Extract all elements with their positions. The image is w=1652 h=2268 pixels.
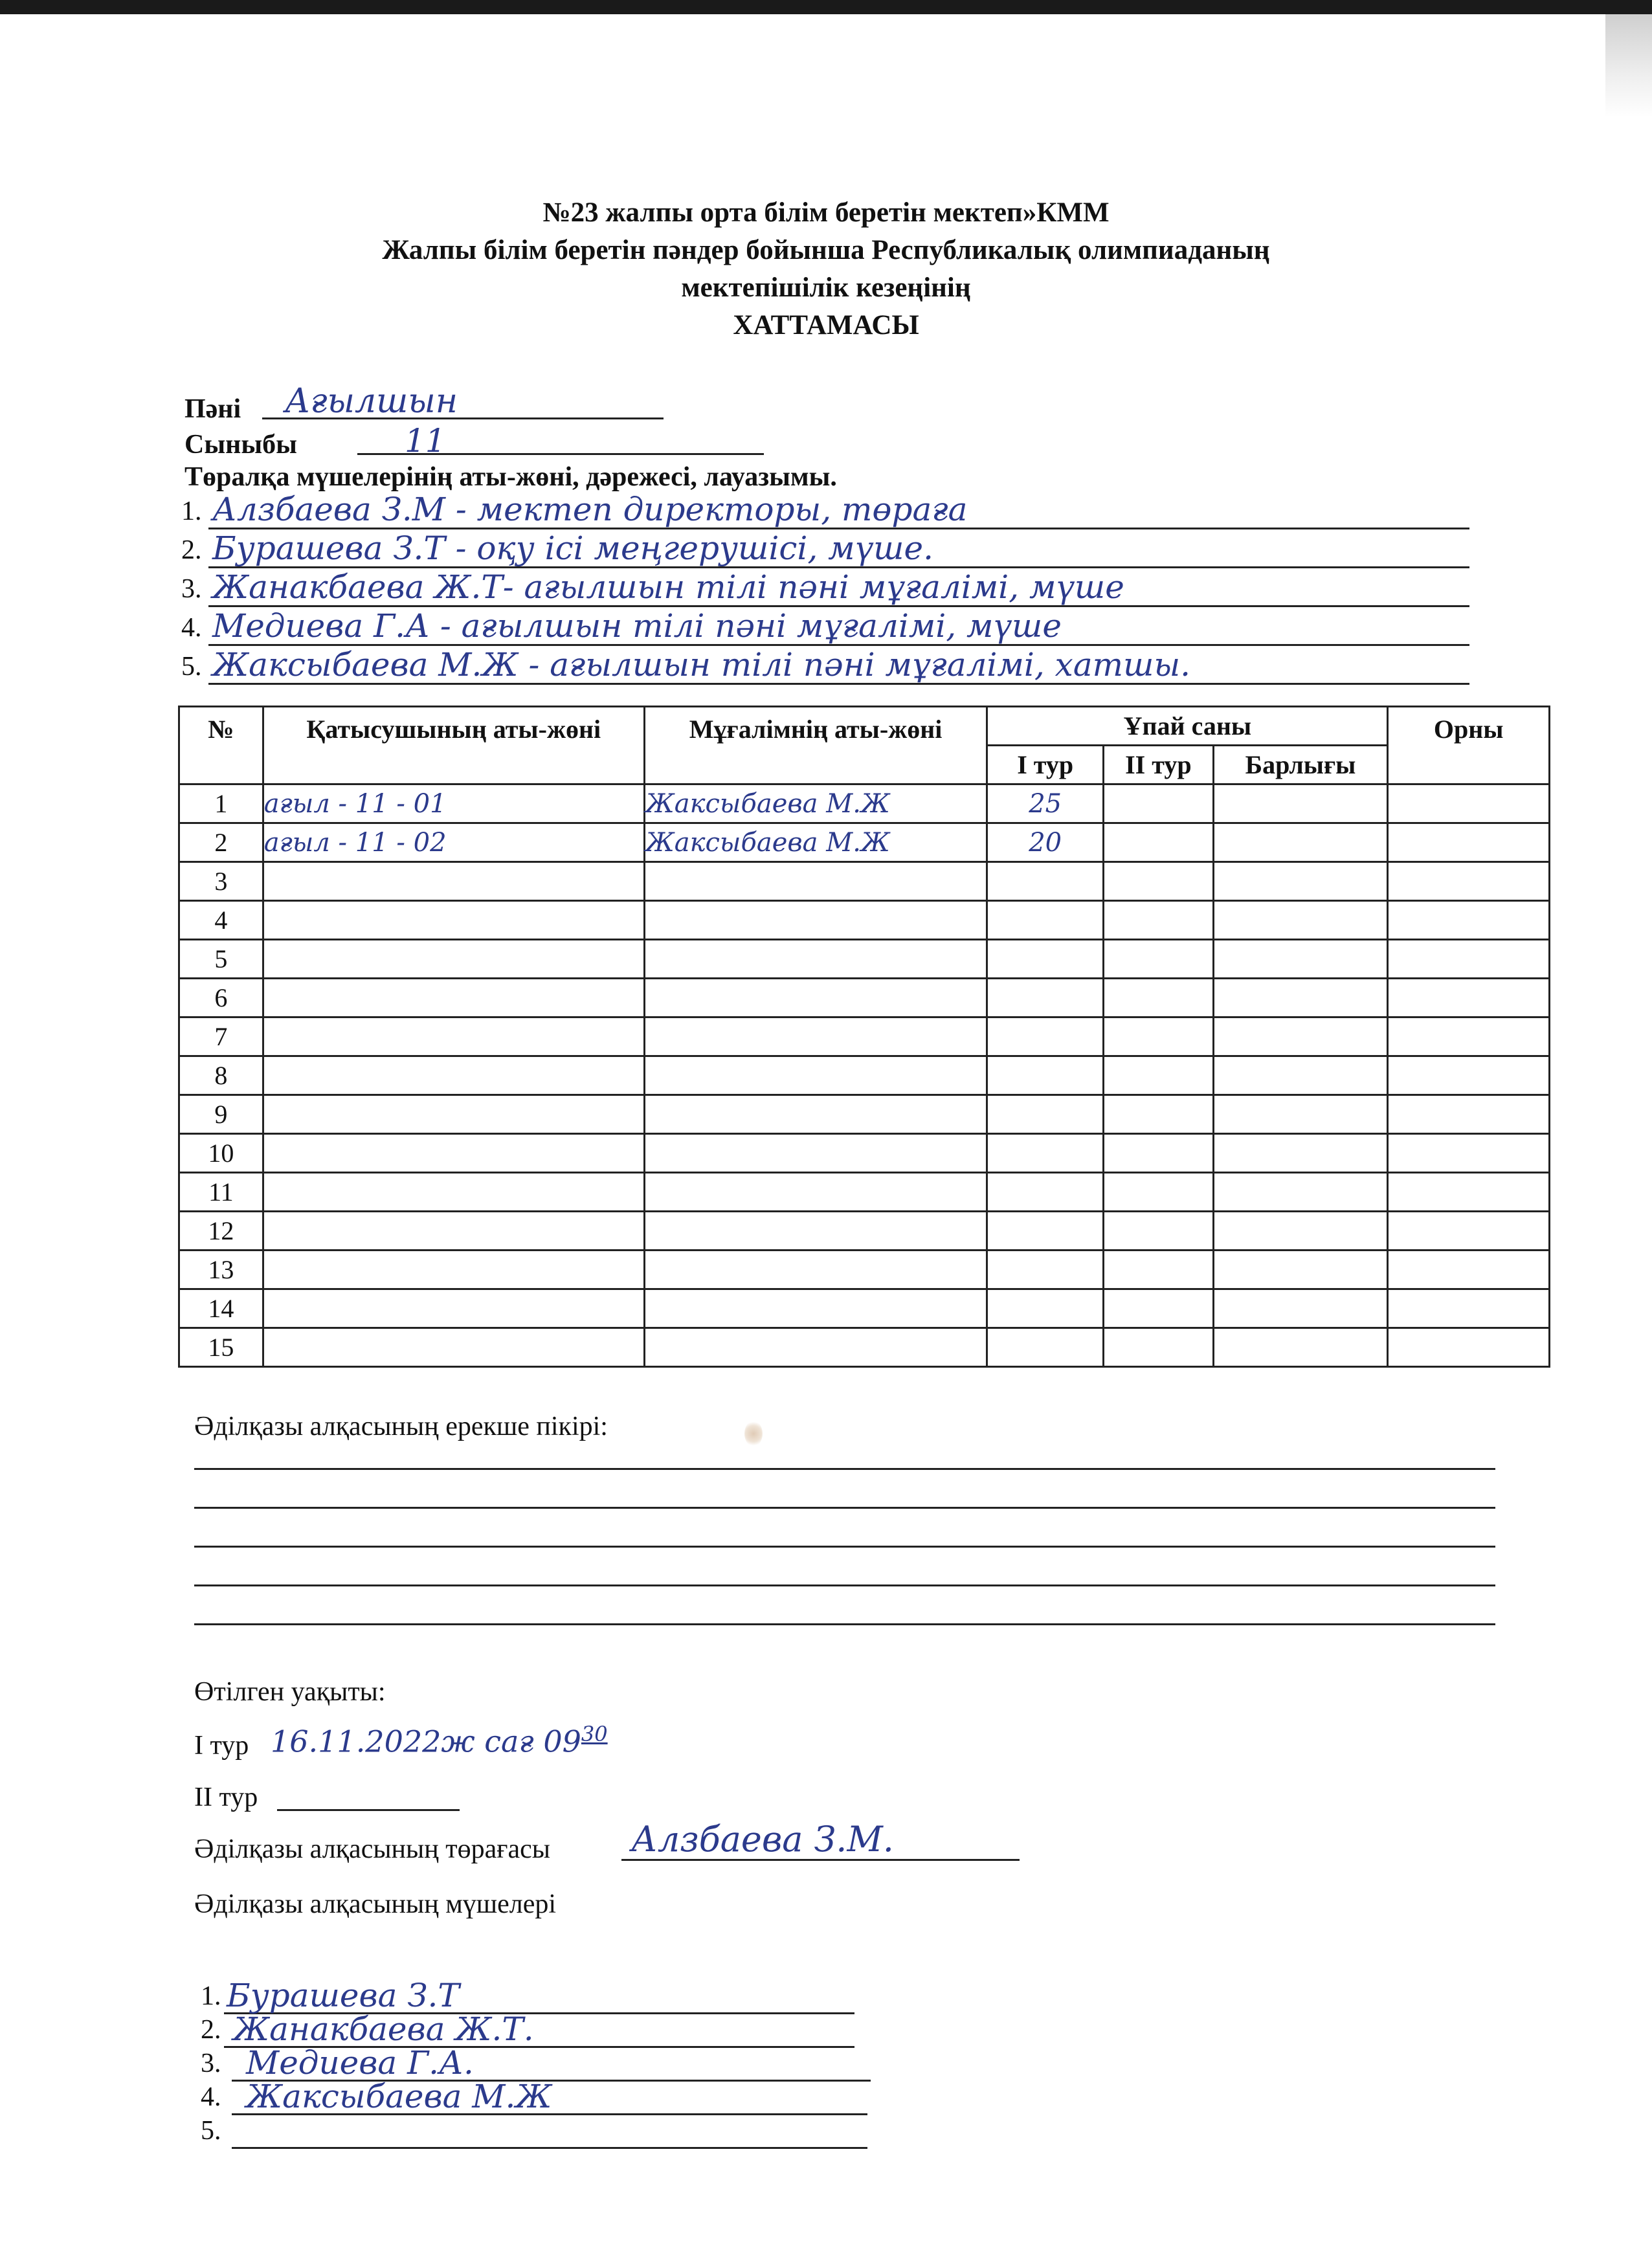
jury-number: 1. xyxy=(181,496,202,526)
chair-value[interactable]: Алзбаева З.М. xyxy=(631,1819,894,1860)
tour2-underline[interactable] xyxy=(277,1809,460,1811)
tour1-score-cell[interactable]: 25 xyxy=(987,784,1104,823)
table-row xyxy=(179,1095,1550,1134)
row-number: 7 xyxy=(179,1017,263,1056)
total-score-cell[interactable] xyxy=(1213,979,1388,1017)
place-cell[interactable] xyxy=(1388,784,1550,823)
row-number: 6 xyxy=(179,979,263,1017)
participant-cell[interactable] xyxy=(263,1289,644,1328)
tour2-score-cell[interactable] xyxy=(1104,862,1214,901)
participant-cell[interactable]: ағыл - 11 - 01 xyxy=(263,784,644,823)
col-header-tour1: І тур xyxy=(987,746,1104,784)
col-header-teacher: Мұғалімнің аты-жөні xyxy=(644,707,987,784)
teacher-cell[interactable] xyxy=(644,1212,987,1251)
participant-cell[interactable] xyxy=(263,1328,644,1367)
participant-cell[interactable] xyxy=(263,1173,644,1212)
col-header-place: Орны xyxy=(1388,707,1550,784)
total-score-cell[interactable] xyxy=(1213,1017,1388,1056)
row-number: 1 xyxy=(179,784,263,823)
total-score-cell[interactable] xyxy=(1213,862,1388,901)
jury-line-4[interactable] xyxy=(181,608,1469,646)
tour2-score-cell[interactable] xyxy=(1104,1289,1214,1328)
member-underline xyxy=(232,2147,867,2149)
col-header-num: № xyxy=(179,707,263,784)
place-cell[interactable] xyxy=(1388,1095,1550,1134)
jury-number: 3. xyxy=(181,574,202,604)
total-score-cell[interactable] xyxy=(1213,1134,1388,1173)
table-row xyxy=(179,1251,1550,1289)
tour2-score-cell[interactable] xyxy=(1104,823,1214,862)
results-body xyxy=(179,784,1550,1367)
jury-text: Алзбаева З.М - мектеп директоры, төраға xyxy=(212,491,968,528)
scan-fold-shadow xyxy=(1605,14,1652,118)
participant-cell[interactable] xyxy=(263,979,644,1017)
jury-number: 4. xyxy=(181,613,202,643)
table-row xyxy=(179,979,1550,1017)
col-header-total: Барлығы xyxy=(1213,746,1388,784)
tour2-score-cell[interactable] xyxy=(1104,1134,1214,1173)
place-cell[interactable] xyxy=(1388,1056,1550,1095)
table-row xyxy=(179,823,1550,862)
place-cell[interactable] xyxy=(1388,1134,1550,1173)
teacher-cell[interactable]: Жаксыбаева М.Ж xyxy=(644,784,987,823)
tour2-score-cell[interactable] xyxy=(1104,1095,1214,1134)
participant-cell[interactable] xyxy=(263,1251,644,1289)
row-number: 4 xyxy=(179,901,263,940)
place-cell[interactable] xyxy=(1388,1173,1550,1212)
participant-cell[interactable] xyxy=(263,901,644,940)
jury-line-2[interactable] xyxy=(181,531,1469,568)
teacher-cell[interactable] xyxy=(644,979,987,1017)
paper-stain xyxy=(744,1421,763,1447)
tour1-value[interactable] xyxy=(271,1722,608,1759)
jury-text: Медиева Г.А - ағылшын тілі пәні мұғалімі, мүше xyxy=(212,607,1062,645)
place-cell[interactable] xyxy=(1388,1289,1550,1328)
tour1-date-time: 16.11.2022ж сағ 09 xyxy=(271,1724,581,1759)
tour1-score-cell[interactable] xyxy=(987,1212,1104,1251)
opinion-line-1[interactable] xyxy=(194,1468,1495,1470)
member-name: Жанакбаева Ж.Т. xyxy=(233,2010,534,2048)
school-name: №23 жалпы орта білім беретін мектеп»КММ xyxy=(542,197,1110,228)
tour1-score-cell[interactable] xyxy=(987,1056,1104,1095)
member-number: 5. xyxy=(201,2116,221,2146)
table-row xyxy=(179,901,1550,940)
place-cell[interactable] xyxy=(1388,940,1550,979)
member-number: 2. xyxy=(201,2015,221,2045)
table-row xyxy=(179,940,1550,979)
table-row xyxy=(179,1212,1550,1251)
col-header-tour2: ІІ тур xyxy=(1104,746,1214,784)
tour1-score-cell[interactable] xyxy=(987,901,1104,940)
tour2-label: ІІ тур xyxy=(194,1783,258,1812)
member-line-1[interactable] xyxy=(201,1977,854,2014)
tour2-score-cell[interactable] xyxy=(1104,979,1214,1017)
tour1-score-cell[interactable] xyxy=(987,1328,1104,1367)
tour2-score-cell[interactable] xyxy=(1104,1212,1214,1251)
member-number: 4. xyxy=(201,2082,221,2112)
place-cell[interactable] xyxy=(1388,823,1550,862)
teacher-cell[interactable] xyxy=(644,940,987,979)
participant-cell[interactable] xyxy=(263,1095,644,1134)
member-line-5[interactable] xyxy=(201,2115,867,2149)
place-cell[interactable] xyxy=(1388,979,1550,1017)
tour1-score-cell[interactable] xyxy=(987,979,1104,1017)
row-number: 5 xyxy=(179,940,263,979)
teacher-cell[interactable] xyxy=(644,1095,987,1134)
chair-label: Әділқазы алқасының төрағасы xyxy=(194,1834,550,1864)
total-score-cell[interactable] xyxy=(1213,1251,1388,1289)
teacher-cell[interactable] xyxy=(644,1328,987,1367)
subject-label: Пәні xyxy=(184,394,241,424)
row-number: 10 xyxy=(179,1134,263,1173)
member-name: Бурашева З.Т xyxy=(227,1977,460,2014)
jury-text: Жаксыбаева М.Ж - ағылшын тілі пәні мұғалімі, хатшы. xyxy=(212,646,1191,684)
row-number: 14 xyxy=(179,1289,263,1328)
participant-cell[interactable] xyxy=(263,1017,644,1056)
held-time-label: Өтілген уақыты: xyxy=(194,1677,386,1707)
participant-cell[interactable]: ағыл - 11 - 02 xyxy=(263,823,644,862)
total-score-cell[interactable] xyxy=(1213,1056,1388,1095)
jury-text: Бурашева З.Т - оқу ісі меңгерушісі, мүше. xyxy=(212,529,934,567)
table-row xyxy=(179,1017,1550,1056)
member-line-4[interactable] xyxy=(201,2078,867,2115)
member-name: Медиева Г.А. xyxy=(246,2044,474,2082)
table-row xyxy=(179,862,1550,901)
document-header xyxy=(0,194,1652,344)
row-number: 2 xyxy=(179,823,263,862)
jury-number: 5. xyxy=(181,652,202,682)
stage-title: мектепішілік кезеңінің xyxy=(681,272,971,303)
jury-line-1[interactable] xyxy=(181,492,1469,529)
teacher-cell[interactable]: Жаксыбаева М.Ж xyxy=(644,823,987,862)
row-number: 9 xyxy=(179,1095,263,1134)
tour2-score-cell[interactable] xyxy=(1104,784,1214,823)
participant-cell[interactable] xyxy=(263,1056,644,1095)
table-row xyxy=(179,1056,1550,1095)
row-number: 8 xyxy=(179,1056,263,1095)
table-row xyxy=(179,784,1550,823)
tour2-score-cell[interactable] xyxy=(1104,1056,1214,1095)
tour2-score-cell[interactable] xyxy=(1104,1328,1214,1367)
member-name: Жаксыбаева М.Ж xyxy=(246,2078,552,2115)
members-label: Әділқазы алқасының мүшелері xyxy=(194,1889,557,1919)
jury-line-5[interactable] xyxy=(181,647,1469,685)
teacher-cell[interactable] xyxy=(644,1173,987,1212)
place-cell[interactable] xyxy=(1388,862,1550,901)
teacher-cell[interactable] xyxy=(644,1289,987,1328)
table-row xyxy=(179,1289,1550,1328)
opinion-label: Әділқазы алқасының ерекше пікірі: xyxy=(194,1412,608,1441)
results-table xyxy=(178,706,1550,1368)
jury-number: 2. xyxy=(181,535,202,565)
place-cell[interactable] xyxy=(1388,1328,1550,1367)
total-score-cell[interactable] xyxy=(1213,1328,1388,1367)
col-header-participant: Қатысушының аты-жөні xyxy=(263,707,644,784)
teacher-cell[interactable] xyxy=(644,862,987,901)
grade-value[interactable]: 11 xyxy=(405,422,446,460)
participant-cell[interactable] xyxy=(263,862,644,901)
opinion-line-4[interactable] xyxy=(194,1584,1495,1586)
opinion-line-3[interactable] xyxy=(194,1546,1495,1548)
protocol-title: ХАТТАМАСЫ xyxy=(733,310,919,340)
total-score-cell[interactable] xyxy=(1213,1095,1388,1134)
jury-heading: Төралқа мүшелерінің аты-жөні, дәрежесі, лауазымы. xyxy=(184,462,837,492)
participant-cell[interactable] xyxy=(263,940,644,979)
member-line-3[interactable] xyxy=(201,2044,871,2082)
tour1-score-cell[interactable] xyxy=(987,940,1104,979)
tour2-score-cell[interactable] xyxy=(1104,1173,1214,1212)
total-score-cell[interactable] xyxy=(1213,1289,1388,1328)
participant-cell[interactable] xyxy=(263,1134,644,1173)
jury-line-3[interactable] xyxy=(181,570,1469,607)
row-number: 13 xyxy=(179,1251,263,1289)
table-row xyxy=(179,1328,1550,1367)
tour1-score-cell[interactable] xyxy=(987,1173,1104,1212)
place-cell[interactable] xyxy=(1388,1212,1550,1251)
jury-text: Жанакбаева Ж.Т- ағылшын тілі пәні мұғалімі, мүше xyxy=(212,568,1124,606)
table-row xyxy=(179,1173,1550,1212)
participant-cell[interactable] xyxy=(263,1212,644,1251)
tour1-score-cell[interactable] xyxy=(987,1134,1104,1173)
total-score-cell[interactable] xyxy=(1213,940,1388,979)
teacher-cell[interactable] xyxy=(644,1056,987,1095)
teacher-cell[interactable] xyxy=(644,901,987,940)
tour1-score-cell[interactable]: 20 xyxy=(987,823,1104,862)
member-line-2[interactable] xyxy=(201,2010,854,2048)
teacher-cell[interactable] xyxy=(644,1017,987,1056)
col-header-score: Ұпай саны xyxy=(987,707,1388,746)
tour2-score-cell[interactable] xyxy=(1104,901,1214,940)
total-score-cell[interactable] xyxy=(1213,1212,1388,1251)
place-cell[interactable] xyxy=(1388,1017,1550,1056)
tour2-score-cell[interactable] xyxy=(1104,1251,1214,1289)
opinion-line-2[interactable] xyxy=(194,1507,1495,1509)
total-score-cell[interactable] xyxy=(1213,823,1388,862)
tour2-score-cell[interactable] xyxy=(1104,940,1214,979)
place-cell[interactable] xyxy=(1388,1251,1550,1289)
olympiad-title: Жалпы білім беретін пәндер бойынша Республикалық олимпиаданың xyxy=(382,235,1270,265)
tour1-score-cell[interactable] xyxy=(987,862,1104,901)
opinion-line-5[interactable] xyxy=(194,1623,1495,1625)
row-number: 15 xyxy=(179,1328,263,1367)
grade-label: Сыныбы xyxy=(184,430,297,460)
place-cell[interactable] xyxy=(1388,901,1550,940)
member-number: 1. xyxy=(201,1981,221,2011)
row-number: 3 xyxy=(179,862,263,901)
tour2-score-cell[interactable] xyxy=(1104,1017,1214,1056)
total-score-cell[interactable] xyxy=(1213,901,1388,940)
teacher-cell[interactable] xyxy=(644,1251,987,1289)
scan-edge xyxy=(0,0,1652,14)
tour1-score-cell[interactable] xyxy=(987,1289,1104,1328)
teacher-cell[interactable] xyxy=(644,1134,987,1173)
member-number: 3. xyxy=(201,2049,221,2078)
row-number: 11 xyxy=(179,1173,263,1212)
tour1-minutes: 30 xyxy=(581,1722,608,1746)
total-score-cell[interactable] xyxy=(1213,1173,1388,1212)
tour1-score-cell[interactable] xyxy=(987,1251,1104,1289)
row-number: 12 xyxy=(179,1212,263,1251)
subject-value[interactable]: Ағылшын xyxy=(285,382,458,421)
tour1-score-cell[interactable] xyxy=(987,1095,1104,1134)
table-row xyxy=(179,1134,1550,1173)
total-score-cell[interactable] xyxy=(1213,784,1388,823)
tour1-score-cell[interactable] xyxy=(987,1017,1104,1056)
tour1-label: І тур xyxy=(194,1731,249,1761)
